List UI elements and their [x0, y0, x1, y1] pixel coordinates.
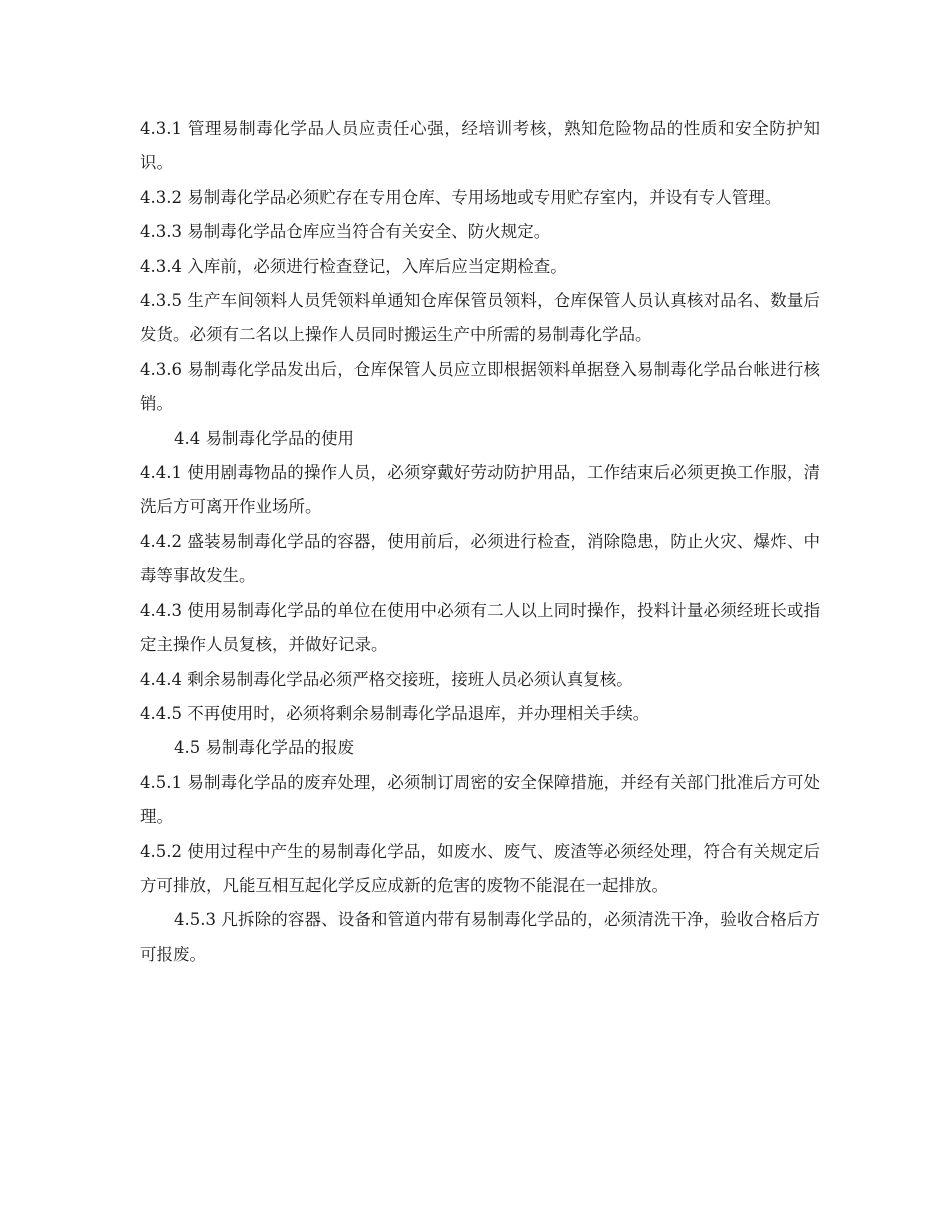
- clause-4-5-2: 4.5.2 使用过程中产生的易制毒化学品，如废水、废气、废渣等必须经处理，符合有关规定后方可排放，凡能互相互起化学反应成新的危害的废物不能混在一起排放。: [140, 841, 820, 895]
- clause-4-4-2: 4.4.2 盛装易制毒化学品的容器，使用前后，必须进行检查，消除隐患，防止火灾、爆炸、中毒等事故发生。: [140, 531, 820, 586]
- section-heading-4-5: 4.5 易制毒化学品的报废: [174, 738, 354, 758]
- clause-4-4-4: 4.4.4 剩余易制毒化学品必须严格交接班，接班人员必须认真复核。: [140, 669, 633, 689]
- clause-4-3-2: 4.3.2 易制毒化学品必须贮存在专用仓库、专用场地或专用贮存室内，并设有专人管理。: [140, 187, 782, 207]
- section-heading-4-4: 4.4 易制毒化学品的使用: [174, 428, 354, 448]
- clause-4-3-3: 4.3.3 易制毒化学品仓库应当符合有关安全、防火规定。: [140, 222, 551, 242]
- clause-4-4-5: 4.4.5 不再使用时，必须将剩余易制毒化学品退库，并办理相关手续。: [140, 703, 650, 723]
- clause-4-3-4: 4.3.4 入库前，必须进行检查登记，入库后应当定期检查。: [140, 256, 567, 276]
- clause-4-4-1: 4.4.1 使用剧毒物品的操作人员，必须穿戴好劳动防护用品，工作结束后必须更换工作服，清洗后方可离开作业场所。: [140, 463, 820, 517]
- clause-4-5-3: 4.5.3 凡拆除的容器、设备和管道内带有易制毒化学品的，必须清洗干净，验收合格后方可报废。: [140, 910, 820, 964]
- clause-4-5-1: 4.5.1 易制毒化学品的废弃处理，必须制订周密的安全保障措施，并经有关部门批准后方可处理。: [140, 772, 820, 827]
- document-body: [140, 112, 820, 972]
- clause-4-3-6: 4.3.6 易制毒化学品发出后，仓库保管人员应立即根据领料单据登入易制毒化学品台帐进行核销。: [140, 359, 820, 414]
- clause-4-4-3: 4.4.3 使用易制毒化学品的单位在使用中必须有二人以上同时操作，投料计量必须经班长或指定主操作人员复核，并做好记录。: [140, 600, 820, 655]
- clause-4-3-5: 4.3.5 生产车间领料人员凭领料单通知仓库保管员领料，仓库保管人员认真核对品名、数量后发货。必须有二名以上操作人员同时搬运生产中所需的易制毒化学品。: [140, 291, 820, 345]
- clause-4-3-1: 4.3.1 管理易制毒化学品人员应责任心强，经培训考核，熟知危险物品的性质和安全防护知识。: [140, 119, 820, 173]
